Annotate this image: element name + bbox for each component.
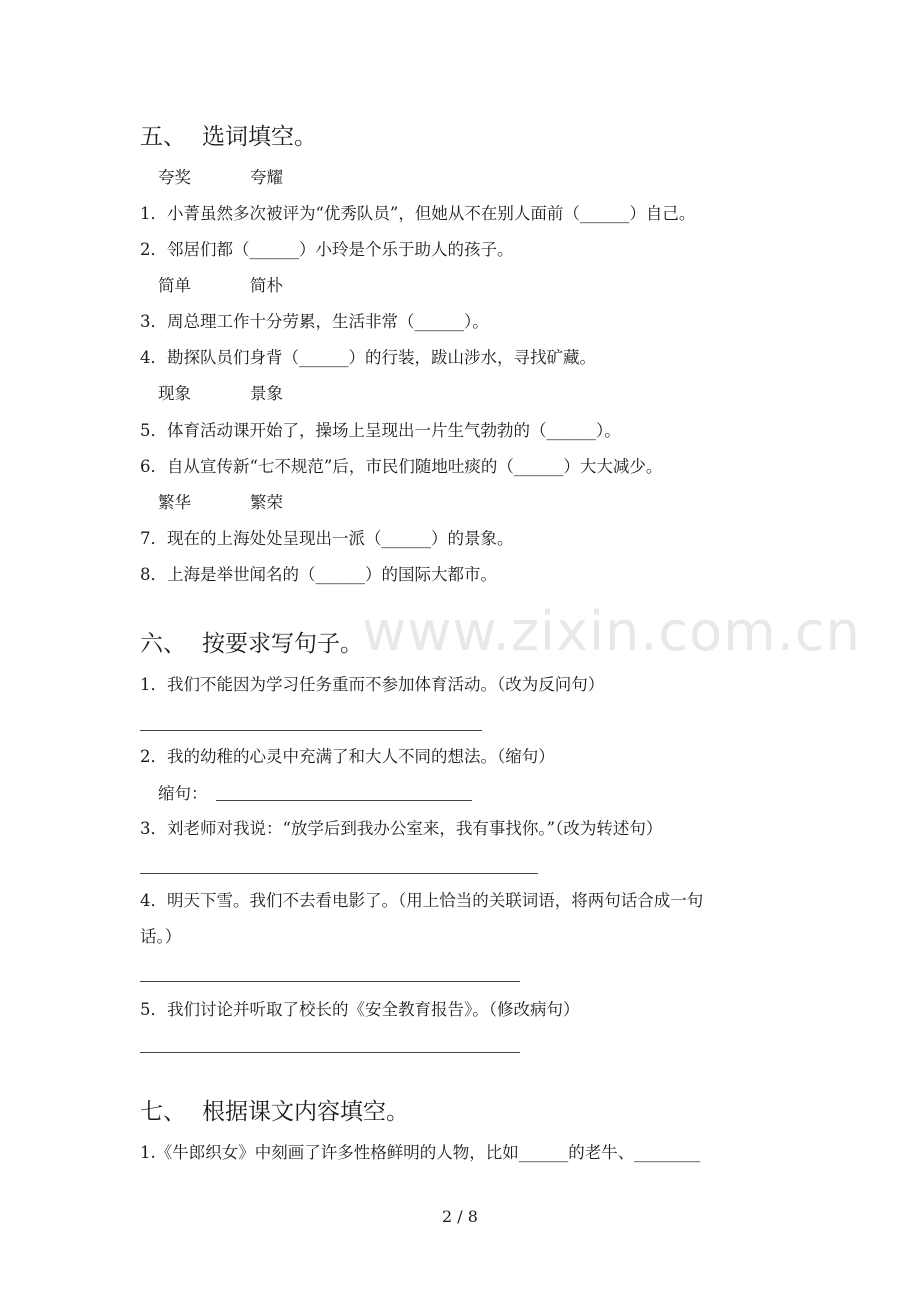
word-choice-4b: 繁荣: [250, 493, 283, 512]
section-5-heading: [140, 122, 317, 152]
rewrite-question-5: 5．我们讨论并听取了校长的《安全教育报告》。（修改病句）: [140, 1000, 580, 1019]
fill-item-8: 8．上海是举世闻名的（______）的国际大都市。: [140, 565, 497, 584]
section-5-number: 五、: [140, 124, 186, 150]
answer-line-3[interactable]: [140, 873, 538, 874]
word-choice-2b: 简朴: [250, 276, 283, 295]
answer-line-4[interactable]: [140, 981, 520, 982]
fill-item-7: 7．现在的上海处处呈现出一派（______）的景象。: [140, 529, 514, 548]
word-choice-3b: 景象: [250, 384, 283, 403]
word-choice-1b: 夸耀: [250, 168, 283, 187]
fill-item-4: 4．勘探队员们身背（______）的行装，跋山涉水，寻找矿藏。: [140, 348, 596, 367]
section-7-heading: [140, 1097, 409, 1127]
rewrite-question-4-line-1: 4．明天下雪。我们不去看电影了。（用上恰当的关联词语，将两句话合成一句: [140, 891, 704, 910]
rewrite-question-1: 1．我们不能因为学习任务重而不参加体育活动。（改为反问句）: [140, 675, 605, 694]
section-7-title: 根据课文内容填空。: [202, 1099, 409, 1125]
word-choice-3a: 现象: [158, 384, 191, 403]
rewrite-question-3: 3．刘老师对我说：“放学后到我办公室来，我有事找你。”（改为转述句）: [140, 819, 663, 838]
answer-line-2[interactable]: [216, 800, 472, 801]
watermark: www.zixin.com.cn: [362, 600, 861, 663]
shorten-label: 缩句：: [158, 784, 208, 803]
word-choice-1a: 夸奖: [158, 168, 191, 187]
answer-line-5[interactable]: [140, 1052, 520, 1053]
page-number: 2 / 8: [442, 1207, 478, 1226]
rewrite-question-2: 2．我的幼稚的心灵中充满了和大人不同的想法。（缩句）: [140, 747, 555, 766]
section-6-number: 六、: [140, 631, 186, 657]
fill-item-2: 2．邻居们都（______）小玲是个乐于助人的孩子。: [140, 240, 514, 259]
section-5-title: 选词填空。: [202, 124, 317, 150]
text-fill-question-1: 1.《牛郎织女》中刻画了许多性格鲜明的人物，比如______的老牛、________: [140, 1143, 701, 1162]
answer-line-1[interactable]: [140, 730, 482, 731]
fill-item-1: 1．小菁虽然多次被评为“优秀队员”，但她从不在别人面前（______）自己。: [140, 204, 696, 223]
word-choice-2a: 简单: [158, 276, 191, 295]
section-6-title: 按要求写句子。: [202, 631, 363, 657]
section-7-number: 七、: [140, 1099, 186, 1125]
word-choice-4a: 繁华: [158, 493, 191, 512]
rewrite-question-4-line-2: 话。）: [140, 927, 182, 946]
fill-item-3: 3．周总理工作十分劳累，生活非常（______）。: [140, 312, 489, 331]
fill-item-5: 5．体育活动课开始了，操场上呈现出一片生气勃勃的（______）。: [140, 421, 621, 440]
fill-item-6: 6．自从宣传新“七不规范”后，市民们随地吐痰的（______）大大减少。: [140, 457, 663, 476]
section-6-heading: [140, 629, 363, 659]
